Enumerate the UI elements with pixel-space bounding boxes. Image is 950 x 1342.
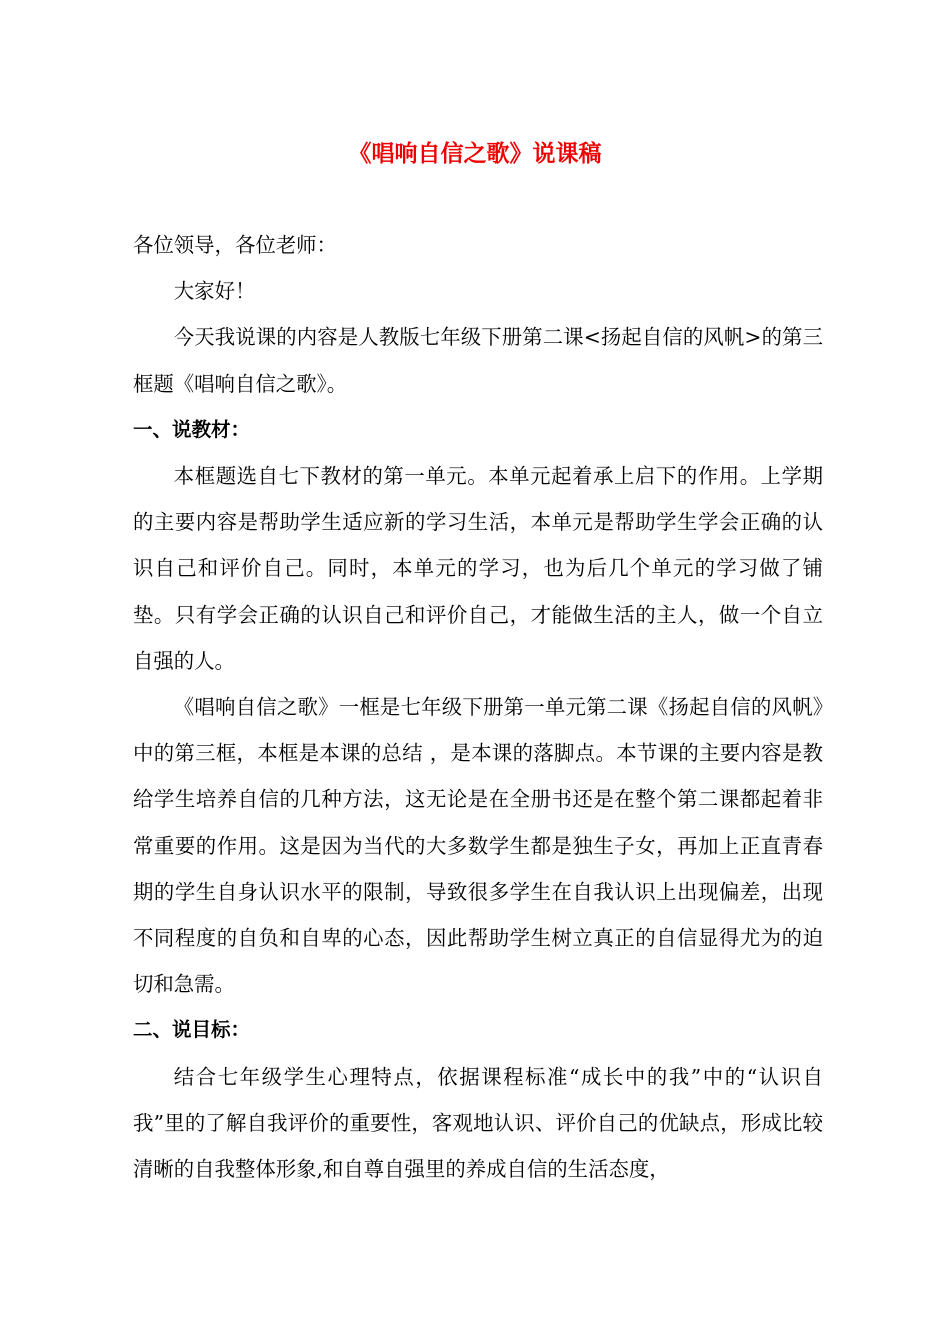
section-heading-textbook: 一、说教材： [133, 417, 251, 441]
salutation: 各位领导，各位老师： [133, 233, 337, 257]
textbook-paragraph-2: 《唱响自信之歌》一框是七年级下册第一单元第二课《扬起自信的风帆》中的第三框，本框是本课的总结 ，是本课的落脚点。本节课的主要内容是教给学生培养自信的几种方法，这无论是在全册书还是在整个第二课都起着非常重要的作用。这是因为当代的大多数学生都是独生子女，再加上正直青春期的学生自身认识水平的限制，导致很多学生在自我认识上出现偏差，出现不同程度的自负和自卑的心态，因此帮助学生树立真正的自信显得尤为的迫切和急需。 [133, 695, 823, 997]
document-title: 《唱响自信之歌》说课稿 [348, 140, 602, 167]
section-heading-goals: 二、说目标： [133, 1018, 251, 1042]
greeting: 大家好！ [173, 279, 256, 304]
intro-paragraph: 今天我说课的内容是人教版七年级下册第二课<扬起自信的风帆>的第三框题《唱响自信之歌》。 [133, 325, 823, 396]
textbook-paragraph-1: 本框题选自七下教材的第一单元。本单元起着承上启下的作用。上学期的主要内容是帮助学生适应新的学习生活，本单元是帮助学生学会正确的认识自己和评价自己。同时，本单元的学习，也为后几个单元的学习做了铺垫。只有学会正确的认识自己和评价自己，才能做生活的主人，做一个自立自强的人。 [133, 464, 823, 673]
goals-paragraph-1: 结合七年级学生心理特点，依据课程标准“成长中的我”中的“认识自我”里的了解自我评价的重要性，客观地认识、评价自己的优缺点，形成比较清晰的自我整体形象,和自尊自强里的养成自信的生活态度， [133, 1064, 823, 1182]
document-body [133, 222, 823, 1192]
